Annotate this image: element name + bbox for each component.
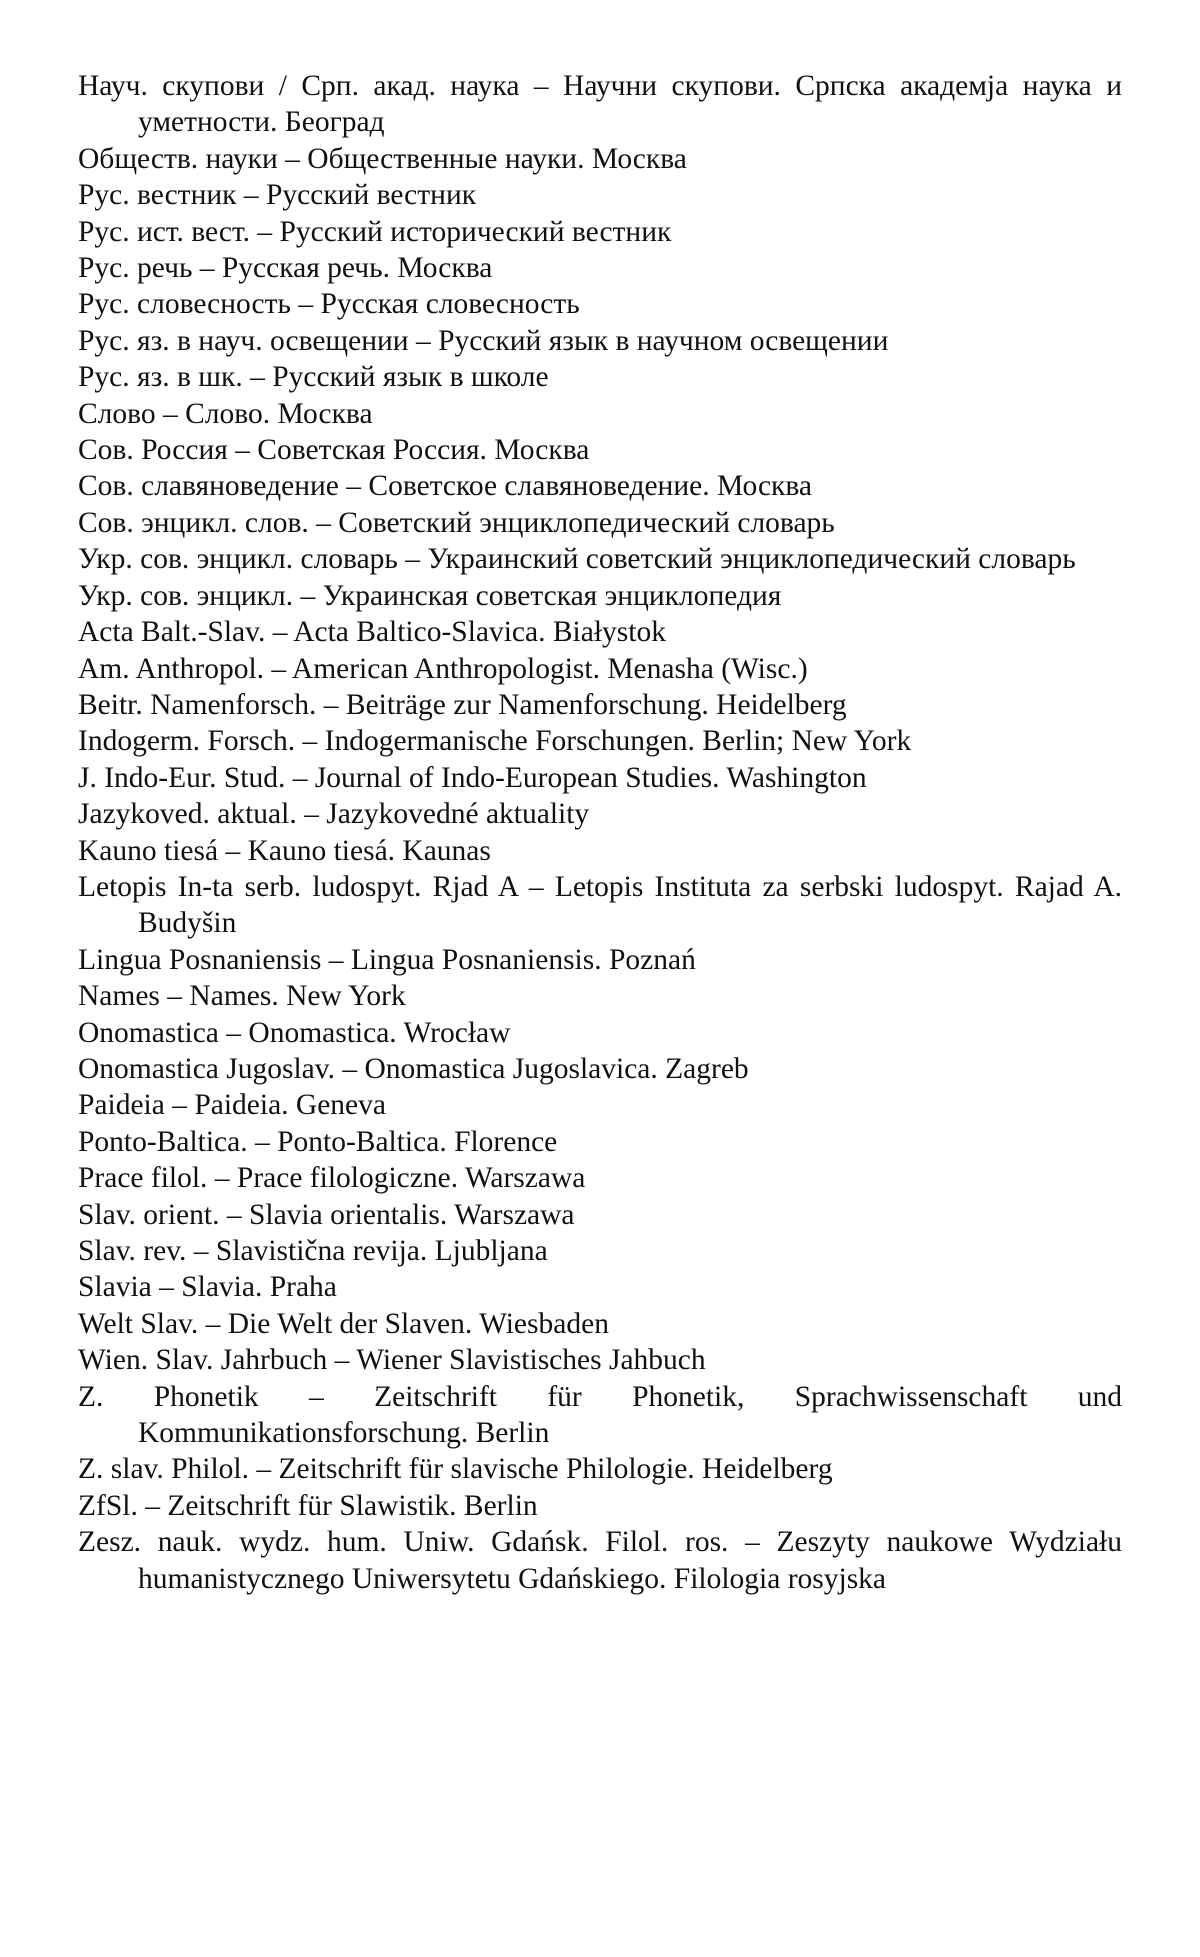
list-item: Letopis In-ta serb. ludospyt. Rjad A – Letopis Instituta za serbski ludospyt. Rajad A. Budyšin [78,870,1122,940]
list-item: Рус. ист. вест. – Русский исторический вестник [78,215,672,248]
list-item: Names – Names. New York [78,980,406,1013]
list-item: Сов. энцикл. слов. – Советский энциклопедический словарь [78,506,835,539]
list-item: Z. slav. Philol. – Zeitschrift für slavische Philologie. Heidelberg [78,1453,833,1486]
list-item: Indogerm. Forsch. – Indogermanische Forschungen. Berlin; New York [78,725,912,758]
abbreviation-list [78,68,1122,1597]
list-item: Ponto-Baltica. – Ponto-Baltica. Florence [78,1125,558,1158]
list-item: Slavia – Slavia. Praha [78,1271,337,1304]
list-item: Kauno tiesá – Kauno tiesá. Kaunas [78,834,491,867]
list-item: Сов. Россия – Советская Россия. Москва [78,434,590,467]
list-item: Onomastica Jugoslav. – Onomastica Jugoslavica. Zagreb [78,1052,749,1085]
list-item: Am. Anthropol. – American Anthropologist. Menasha (Wisc.) [78,652,808,685]
list-item: Слово – Слово. Москва [78,397,373,430]
list-item: Обществ. науки – Общественные науки. Москва [78,142,687,175]
list-item: Welt Slav. – Die Welt der Slaven. Wiesbaden [78,1307,609,1340]
list-item: Slav. rev. – Slavistična revija. Ljubljana [78,1235,548,1267]
list-item: Beitr. Namenforsch. – Beiträge zur Namenforschung. Heidelberg [78,688,847,721]
list-item: Укр. сов. энцикл. – Украинская советская энциклопедия [78,579,782,612]
list-item: Рус. яз. в шк. – Русский язык в школе [78,361,549,394]
list-item: Науч. скупови / Срп. акад. наука – Научни скупови. Српска академја наука и уметности. Београд [78,70,1122,139]
list-item: Рус. словесность – Русская словесность [78,288,580,321]
list-item: Lingua Posnaniensis – Lingua Posnaniensis. Poznań [78,943,696,976]
list-item: Рус. яз. в науч. освещении – Русский язык в научном освещении [78,324,889,357]
list-item: Z. Phonetik – Zeitschrift für Phonetik, Sprachwissenschaft und Kommunikationsforschung. Berlin [78,1380,1122,1450]
list-item: J. Indo-Eur. Stud. – Journal of Indo-European Studies. Washington [78,761,867,794]
list-item: ZfSl. – Zeitschrift für Slawistik. Berlin [78,1489,538,1522]
list-item: Jazykoved. aktual. – Jazykovedné aktuality [78,798,590,831]
list-item: Wien. Slav. Jahrbuch – Wiener Slavistisches Jahbuch [78,1344,706,1377]
list-item: Onomastica – Onomastica. Wrocław [78,1016,511,1049]
list-item: Slav. orient. – Slavia orientalis. Warszawa [78,1198,575,1231]
list-item: Acta Balt.-Slav. – Acta Baltico-Slavica. Białystok [78,616,666,649]
list-item: Сов. славяноведение – Советское славяноведение. Москва [78,470,812,503]
list-item: Рус. вестник – Русский вестник [78,179,477,212]
list-item: Prace filol. – Prace filologiczne. Warszawa [78,1162,586,1195]
list-item: Paideia – Paideia. Geneva [78,1089,386,1122]
list-item: Zesz. nauk. wydz. hum. Uniw. Gdańsk. Filol. ros. – Zeszyty naukowe Wydziału humanistycznego Uniwersytetu Gdańskiego. Filologia rosyjska [78,1526,1122,1595]
list-item: Рус. речь – Русская речь. Москва [78,252,493,285]
list-item: Укр. сов. энцикл. словарь – Украинский советский энциклопедический словарь [78,543,1076,576]
